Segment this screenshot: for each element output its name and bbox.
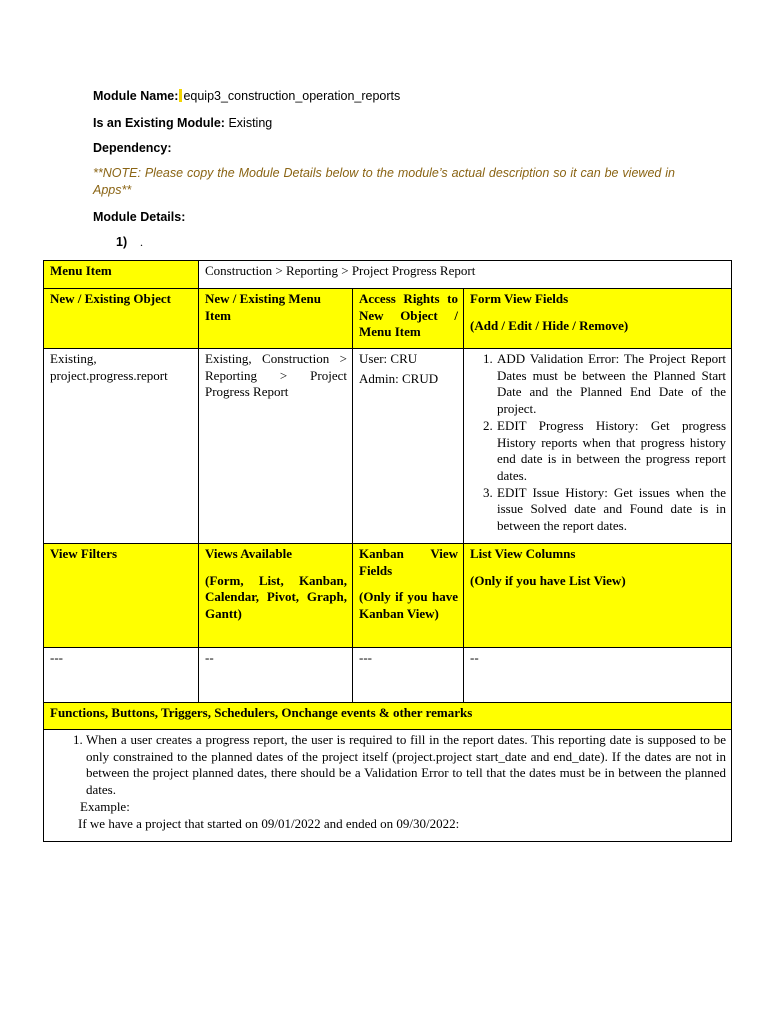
header-object: New / Existing Object (44, 289, 199, 349)
header-access: Access Rights to New Object / Menu Item (353, 289, 464, 349)
text-cursor-highlight (179, 89, 182, 102)
menu-item-row (44, 261, 732, 289)
header-views-sub: (Form, List, Kanban, Calendar, Pivot, Graph, Gantt) (205, 572, 347, 622)
existing-module-value: Existing (228, 116, 273, 130)
menu-item-label: Menu Item (44, 261, 199, 289)
header-form-fields (464, 289, 732, 349)
header-form-sub: (Add / Edit / Hide / Remove) (470, 317, 629, 333)
kanban-value: --- (353, 648, 464, 703)
existing-module-line (93, 115, 272, 131)
existing-module-label: Is an Existing Module: (93, 116, 225, 130)
menu-value: Existing, Construction > Reporting > Project Progress Report (199, 349, 353, 544)
module-name-label: Module Name: (93, 89, 179, 103)
item-text: . (140, 235, 143, 249)
list-item: 1. ADD Validation Error: The Project Report Dates must be between the Planned Start Date and the Planned End Date of the project. (496, 351, 726, 418)
filters-value: --- (44, 648, 199, 703)
header-views-available (199, 544, 353, 648)
list-item: 2. EDIT Progress History: Get progress History reports when that progress history end date is in between the progress report dates. (496, 418, 726, 485)
listcols-value: -- (464, 648, 732, 703)
access-admin: Admin: CRUD (359, 370, 439, 386)
header-form-title: Form View Fields (470, 291, 569, 306)
data-row-2 (44, 648, 732, 703)
access-value (353, 349, 464, 544)
data-row-1 (44, 349, 732, 544)
header-list-columns (464, 544, 732, 648)
views-value: -- (199, 648, 353, 703)
dependency-line (93, 140, 172, 156)
form-fields-value (464, 349, 732, 544)
remarks-cell (44, 730, 732, 842)
functions-header-row (44, 703, 732, 730)
header-kanban-sub: (Only if you have Kanban View) (359, 589, 458, 622)
example-text: If we have a project that started on 09/01/2022 and ended on 09/30/2022: (78, 815, 460, 831)
header-menu: New / Existing Menu Item (199, 289, 353, 349)
module-name-value: equip3_construction_operation_reports (183, 89, 401, 103)
dependency-label: Dependency: (93, 141, 172, 155)
menu-item-value: Construction > Reporting > Project Progress Report (199, 261, 732, 289)
example-label: Example: (80, 798, 130, 814)
header-view-filters: View Filters (44, 544, 199, 648)
object-value: Existing, project.progress.report (44, 349, 199, 544)
module-details-line (93, 209, 185, 225)
header-row-2 (44, 544, 732, 648)
module-name-line (93, 88, 400, 104)
list-item: 3. EDIT Issue History: Get issues when the issue Solved date and Found date is in between the report dates. (496, 485, 726, 535)
header-functions: Functions, Buttons, Triggers, Schedulers, Onchange events & other remarks (44, 703, 732, 730)
header-kanban-fields (353, 544, 464, 648)
header-listcols-title: List View Columns (470, 546, 576, 561)
note-text: **NOTE: Please copy the Module Details below to the module’s actual description so it can be viewed in Apps** (93, 166, 675, 197)
remarks-list (50, 732, 726, 799)
header-kanban-title: Kanban View Fields (359, 546, 458, 578)
item-number: 1) (116, 235, 128, 249)
header-views-title: Views Available (205, 546, 293, 561)
remarks-row (44, 730, 732, 842)
access-user: User: CRU (359, 351, 418, 366)
module-spec-table (43, 260, 732, 842)
form-fields-list (470, 351, 726, 535)
header-row-1 (44, 289, 732, 349)
module-details-label: Module Details: (93, 210, 186, 224)
header-listcols-sub: (Only if you have List View) (470, 572, 626, 588)
list-item: 1. When a user creates a progress report, the user is required to fill in the report dates. This reporting date is supposed to be only constrained to the planned dates of the project itself (project.project start_date and end_date). If the dates are not in between the project planned dates, there should be a Validation Error to tell that the dates must be in between the planned dates. (86, 732, 726, 799)
